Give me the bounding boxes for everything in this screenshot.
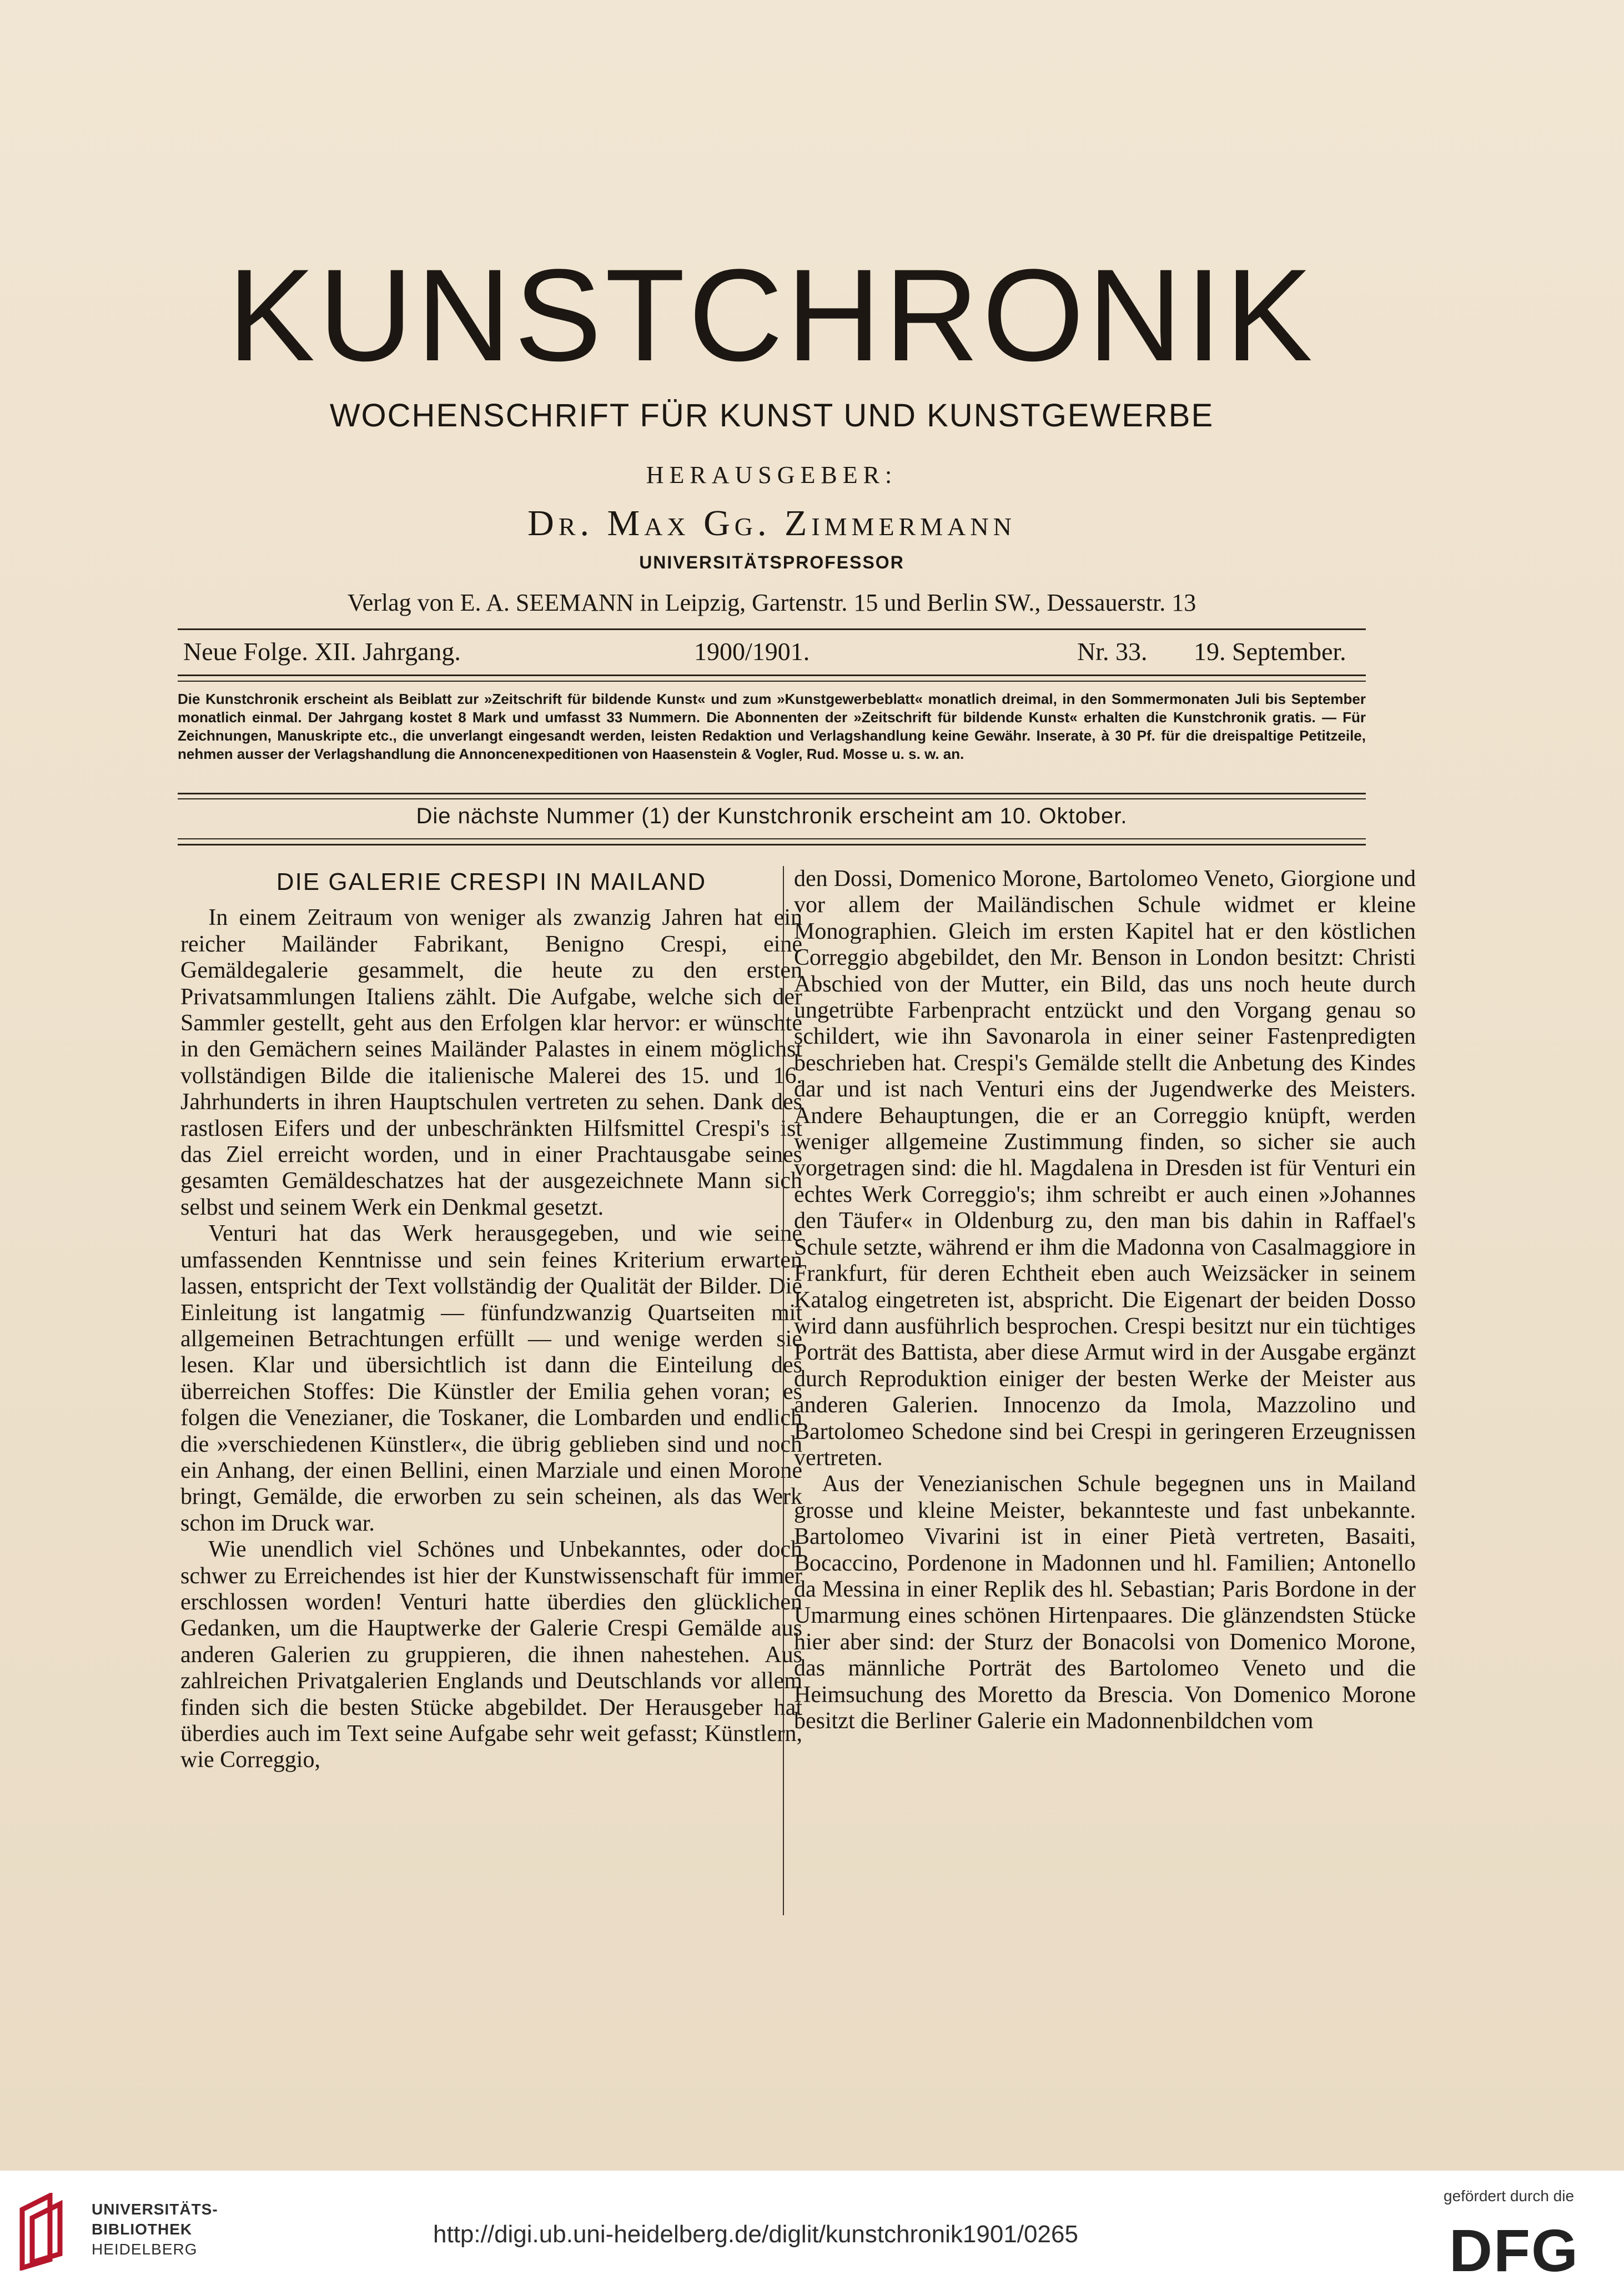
- article-paragraph: Wie unendlich viel Schönes und Unbekanntes, oder doch schwer zu Erreichendes ist hier der Kunstwissenschaft für immer erschlossen worden! Venturi hatte überdies den glücklichen Gedanken, um die Hauptwerke der Galerie Crespi Gemälde aus anderen Galerien zu gruppieren, die ihnen nahestehen. Aus zahlreichen Privatgalerien Englands und Deutschlands vor allem finden sich die besten Stücke abgebildet. Der Herausgeber hat überdies auch im Text seine Aufgabe sehr weit gefasst; Künstlern, wie Correggio,: [180, 1537, 802, 1773]
- rule-below-announcement-thin: [178, 838, 1366, 839]
- library-name: UNIVERSITÄTS- BIBLIOTHEK HEIDELBERG: [92, 2201, 218, 2258]
- next-issue-announcement: Die nächste Nummer (1) der Kunstchronik erscheint am 10. Oktober.: [416, 804, 1128, 828]
- subscription-notice: Die Kunstchronik erscheint als Beiblatt zur »Zeitschrift für bildende Kunst« und zum »Kunstgewerbeblatt« monatlich dreimal, in den Sommermonaten Juli bis September monatlich einmal. Der Jahrgang kostet 8 Mark und umfasst 33 Nummern. Die Abonnenten der »Zeitschrift für bildende Kunst« erhalten die Kunstchronik gratis. — Für Zeichnungen, Manuskripte etc., die unverlangt eingesandt werden, leisten Redaktion und Verlagshandlung keine Gewähr. Inserate, à 30 Pf. für die dreispaltige Petitzeile, nehmen ausser der Verlagshandlung die Annoncenexpeditionen von Haasenstein & Vogler, Rud. Mosse u. s. w. an.: [178, 691, 1366, 762]
- publisher-line: Verlag von E. A. SEEMANN in Leipzig, Gartenstr. 15 und Berlin SW., Dessauerstr. 13: [347, 589, 1196, 616]
- issue-series: Neue Folge. XII. Jahrgang.: [183, 637, 461, 666]
- article-title: DIE GALERIE CRESPI IN MAILAND: [276, 868, 707, 895]
- issue-date: 19. September.: [1194, 637, 1346, 666]
- issue-year: 1900/1901.: [694, 637, 810, 666]
- article-column-right: [794, 866, 1416, 1734]
- article-paragraph: Aus der Venezianischen Schule begegnen uns in Mailand grosse und kleine Meister, bekannteste und fast unbekannte. Bartolomeo Vivarini ist in einer Pietà vertreten, Basaiti, Bocaccino, Pordenone in Madonnen und hl. Familien; Antonello da Messina in einer Replik des hl. Sebastian; Paris Bordone in der Umarmung eines schönen Hirtenpaares. Die glänzendsten Stücke hier aber sind: der Sturz der Bonacolsi von Domenico Morone, das männliche Porträt des Bartolomeo Veneto und die Heimsuchung des Moretto da Brescia. Von Domenico Morone besitzt die Berliner Galerie ein Madonnenbildchen vom: [794, 1471, 1416, 1734]
- article-column-left: [180, 863, 802, 1774]
- article-paragraph: In einem Zeitraum von weniger als zwanzig Jahren hat ein reicher Mailänder Fabrikant, Benigno Crespi, eine Gemäldegalerie gesammelt, die heute zu den ersten Privatsammlungen Italiens zählt. Die Aufgabe, welche sich der Sammler gestellt, geht aus den Erfolgen klar hervor: er wünschte in den Gemächern seines Mailänder Palastes in einem möglichst vollständigen Bilde die italienische Malerei des 15. und 16. Jahrhunderts in ihren Hauptschulen vertreten zu sehen. Dank des rastlosen Eifers und der unbeschränkten Hilfsmittel Crespi's ist das Ziel erreicht worden, und in einer Prachtausgabe seines gesamten Gemäldeschatzes hat der ausgezeichnete Mann sich selbst und seinem Werk ein Denkmal gesetzt.: [180, 905, 802, 1220]
- digitization-footer: [0, 2171, 1624, 2290]
- masthead-subtitle: WOCHENSCHRIFT FÜR KUNST UND KUNSTGEWERBE: [329, 397, 1214, 434]
- dfg-logo: DFG: [1449, 2217, 1579, 2284]
- rule-above-announcement-thin: [178, 798, 1366, 799]
- editor-title: UNIVERSITÄTSPROFESSOR: [639, 552, 904, 572]
- rule-below-announcement: [178, 844, 1366, 845]
- permalink-url[interactable]: http://digi.ub.uni-heidelberg.de/diglit/kunstchronik1901/0265: [433, 2221, 1078, 2248]
- rule-top: [178, 628, 1366, 630]
- rule-above-announcement: [178, 793, 1366, 794]
- issue-line: [183, 637, 1355, 670]
- library-logo-icon: [17, 2193, 83, 2271]
- rule-under-issue-thin: [178, 681, 1366, 682]
- article-paragraph: den Dossi, Domenico Morone, Bartolomeo Veneto, Giorgione und vor allem der Mailändischen Schule widmet er kleine Monographien. Gleich im ersten Kapitel hat er den köstlichen Correggio abgebildet, den Mr. Benson in London besitzt: Christi Abschied von der Mutter, ein Bild, das uns noch heute durch ungetrübte Farbenpracht entzückt und den Vorgang genau so schildert, wie ihn Savonarola in einer seiner Fastenpredigten beschrieben hat. Crespi's Gemälde stellt die Anbetung des Kindes dar und ist nach Venturi eins der Jugendwerke des Meisters. Andere Behauptungen, die er an Correggio knüpft, werden weniger allgemeine Zustimmung finden, so sicher sie auch vorgetragen sind: die hl. Magdalena in Dresden ist für Venturi ein echtes Werk Correggio's; ihm schreibt er auch einen »Johannes den Täufer« in Oldenburg zu, den man bis dahin in Raffael's Schule setzte, während er ihm die Madonna von Casalmaggiore in Frankfurt, für deren Echtheit eben auch Weizsäcker in seinem Katalog eingetreten ist, abspricht. Die Eigenart der beiden Dosso wird dann ausführlich besprochen. Crespi besitzt nur ein tüchtiges Porträt des Battista, aber diese Armut wird in der Ausgabe ergänzt durch Reproduktion einiger der besten Werke der Meister aus anderen Galerien. Innocenzo da Imola, Mazzolino und Bartolomeo Schedone sind bei Crespi in geringeren Erzeugnissen vertreten.: [794, 866, 1416, 1471]
- editor-label: HERAUSGEBER:: [646, 461, 898, 489]
- rule-under-issue: [178, 675, 1366, 676]
- editor-name: Dr. Max Gg. Zimmermann: [527, 503, 1016, 543]
- column-divider: [783, 866, 784, 1915]
- masthead-title: KUNSTCHRONIK: [227, 242, 1316, 389]
- issue-number: Nr. 33.: [1077, 637, 1148, 666]
- funding-label: gefördert durch die: [1444, 2187, 1575, 2205]
- article-paragraph: Venturi hat das Werk herausgegeben, und wie seine umfassenden Kenntnisse und sein feines Kriterium erwarten lassen, entspricht der Text vollständig der Qualität der Bilder. Die Einleitung ist langatmig — fünfundzwanzig Quartseiten mit allgemeinen Betrachtungen erfüllt — und wenige werden sie lesen. Klar und übersichtlich ist dann die Einteilung des überreichen Stoffes: Die Künstler der Emilia gehen voran; es folgen die Venezianer, die Toskaner, die Lombarden und endlich die »verschiedenen Künstler«, die übrig geblieben sind und noch ein Anhang, der einen Bellini, einen Marziale und einen Morone bringt, Gemälde, die erworben zu sein scheinen, als das Werk schon im Druck war.: [180, 1221, 802, 1536]
